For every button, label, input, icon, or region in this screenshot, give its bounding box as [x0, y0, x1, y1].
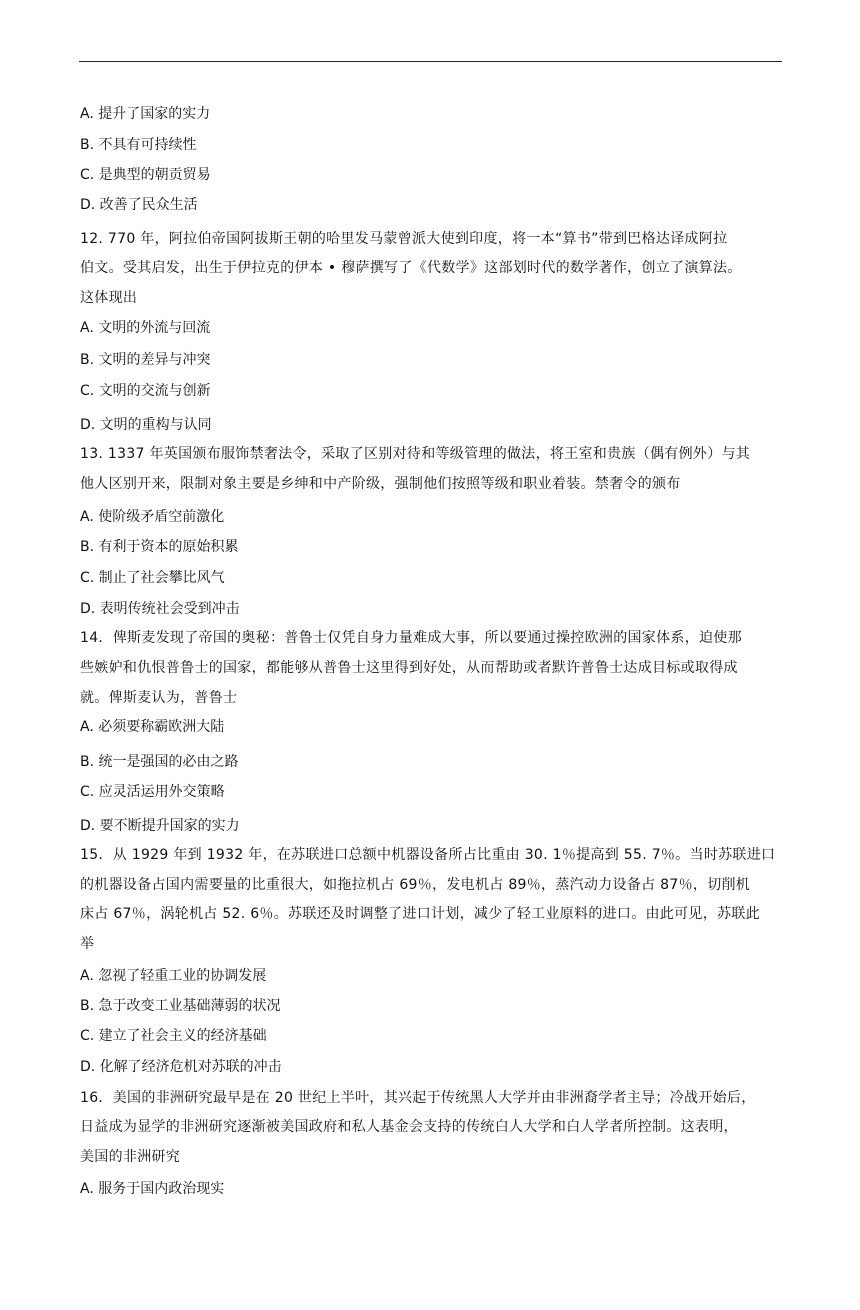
question-12-text: 这体现出 — [80, 290, 138, 306]
option-12a: A. 文明的外流与回流 — [80, 320, 211, 336]
option-14c: C. 应灵活运用外交策略 — [80, 784, 225, 800]
question-15-text: 的机器设备占国内需要量的比重很大，如拖拉机占 69％，发电机占 89％，蒸汽动力设备占 87％，切削机 — [80, 877, 751, 893]
option-14b: B. 统一是强国的必由之路 — [80, 754, 239, 770]
question-14-text: 就。俾斯麦认为，普鲁士 — [80, 690, 238, 706]
question-16-text: 日益成为显学的非洲研究逐渐被美国政府和私人基金会支持的传统白人大学和白人学者所控制。这表明， — [80, 1119, 738, 1135]
option-13b: B. 有利于资本的原始积累 — [80, 539, 239, 555]
option-13a: A. 使阶级矛盾空前激化 — [80, 509, 225, 525]
question-16-text: 16．美国的非洲研究最早是在 20 世纪上半叶，其兴起于传统黑人大学并由非洲裔学者主导；冷战开始后， — [80, 1090, 756, 1106]
option-13c: C. 制止了社会攀比风气 — [80, 570, 225, 586]
option-11d: D. 改善了民众生活 — [80, 197, 198, 213]
option-13d: D. 表明传统社会受到冲击 — [80, 601, 240, 617]
option-15d: D. 化解了经济危机对苏联的冲击 — [80, 1059, 282, 1075]
option-12b: B. 文明的差异与冲突 — [80, 352, 211, 368]
header-rule — [79, 61, 782, 62]
question-14-text: 些嫉妒和仇恨普鲁士的国家，都能够从普鲁士这里得到好处，从而帮助或者默许普鲁士达成目标或取得成 — [80, 660, 738, 676]
question-16-text: 美国的非洲研究 — [80, 1149, 181, 1165]
question-13-text: 13. 1337 年英国颁布服饰禁奢法令，采取了区别对待和等级管理的做法，将王室和贵族（偶有例外）与其 — [80, 446, 751, 462]
question-15-text: 床占 67％，涡轮机占 52. 6％。苏联还及时调整了进口计划，减少了轻工业原料的进口。由此可见，苏联此 — [80, 906, 760, 922]
option-15a: A. 忽视了轻重工业的协调发展 — [80, 968, 267, 984]
option-11a: A. 提升了国家的实力 — [80, 106, 211, 122]
option-14a: A. 必须要称霸欧洲大陆 — [80, 719, 225, 735]
option-15b: B. 急于改变工业基础薄弱的状况 — [80, 998, 281, 1014]
option-11b: B. 不具有可持续性 — [80, 137, 197, 153]
question-15-text: 举 — [80, 936, 95, 952]
option-11c: C. 是典型的朝贡贸易 — [80, 167, 211, 183]
question-15-text: 15．从 1929 年到 1932 年，在苏联进口总额中机器设备所占比重由 30. 1％提高到 55. 7％。当时苏联进口 — [80, 847, 776, 863]
option-14d: D. 要不断提升国家的实力 — [80, 818, 240, 834]
option-16a: A. 服务于国内政治现实 — [80, 1181, 225, 1197]
option-15c: C. 建立了社会主义的经济基础 — [80, 1028, 267, 1044]
question-12-text: 伯文。受其启发，出生于伊拉克的伊本 • 穆萨撰写了《代数学》这部划时代的数学著作，创立了演算法。 — [80, 260, 742, 276]
question-12-text: 12. 770 年，阿拉伯帝国阿拔斯王朝的哈里发马蒙曾派大使到印度，将一本“算书”带到巴格达译成阿拉 — [80, 231, 728, 247]
question-14-text: 14．俾斯麦发现了帝国的奥秘：普鲁士仅凭自身力量难成大事，所以要通过操控欧洲的国家体系，迫使那 — [80, 630, 742, 646]
question-13-text: 他人区别开来，限制对象主要是乡绅和中产阶级，强制他们按照等级和职业着装。禁奢令的颁布 — [80, 476, 681, 492]
option-12d: D. 文明的重构与认同 — [80, 417, 212, 433]
option-12c: C. 文明的交流与创新 — [80, 383, 211, 399]
